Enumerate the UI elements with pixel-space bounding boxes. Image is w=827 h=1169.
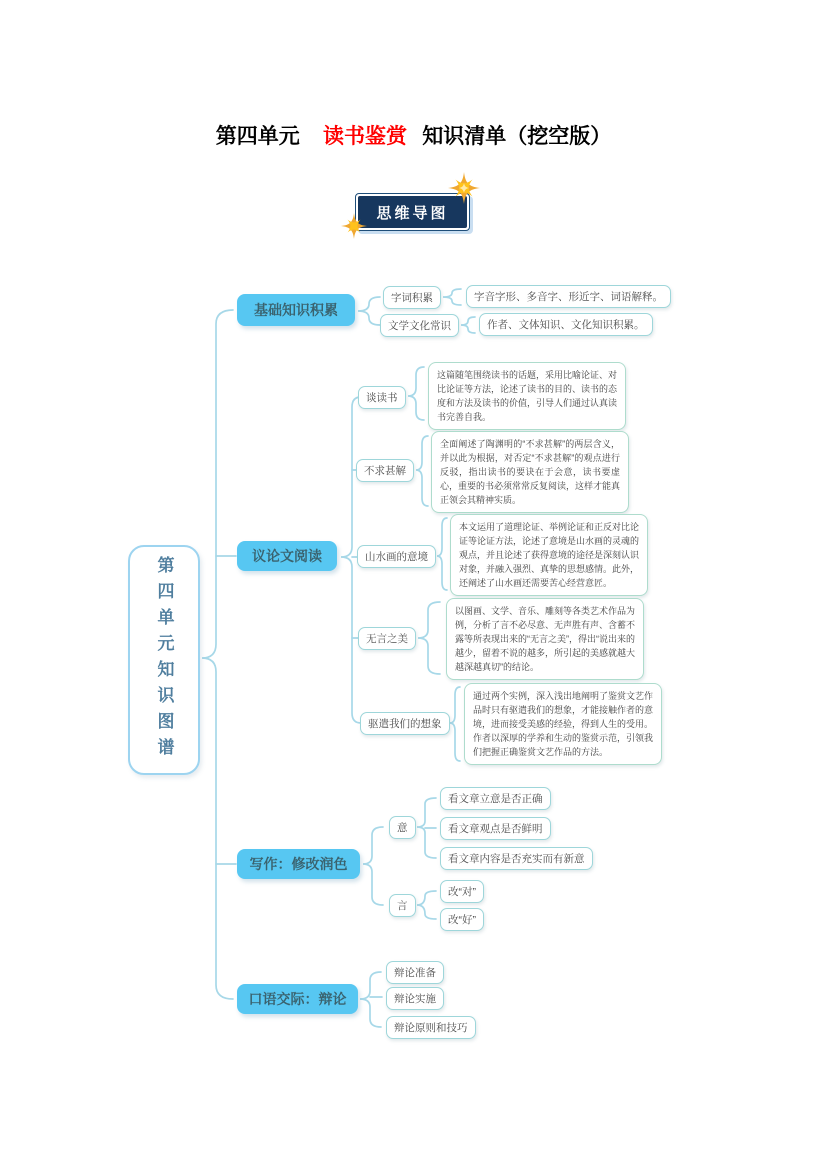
sparkle-star-icon xyxy=(340,212,368,240)
node-buqiushenjie: 不求甚解 xyxy=(356,459,414,482)
leaf-word-accumulation-detail: 字音字形、多音字、形近字、词语解释。 xyxy=(466,285,671,308)
page-title xyxy=(0,120,827,150)
branch-basic-knowledge: 基础知识积累 xyxy=(237,294,355,326)
node-tandushu: 谈读书 xyxy=(358,386,406,409)
brace-literature xyxy=(461,317,475,333)
node-shanshuihua: 山水画的意境 xyxy=(357,545,436,568)
title-unit: 第四单元 xyxy=(215,124,300,148)
branch-essay-reading: 议论文阅读 xyxy=(237,541,337,571)
branch-writing-revision: 写作：修改润色 xyxy=(237,849,360,879)
leaf-debate-implement: 辩论实施 xyxy=(386,987,444,1010)
brace-tandushu xyxy=(408,367,424,420)
leaf-literary-knowledge-detail: 作者、文体知识、文化知识积累。 xyxy=(479,313,653,336)
leaf-yan-point-1: 改“对” xyxy=(440,880,484,903)
brace-shanshuihua xyxy=(437,518,447,590)
title-highlight: 读书鉴赏 xyxy=(323,124,407,148)
node-literary-knowledge: 文学文化常识 xyxy=(380,314,459,337)
brace-debate xyxy=(360,972,381,1027)
brace-writing xyxy=(363,827,383,905)
brace-basic xyxy=(358,297,380,325)
node-yi: 意 xyxy=(389,816,416,839)
leaf-yi-point-2: 看文章观点是否鲜明 xyxy=(440,817,551,840)
title-suffix: 知识清单（挖空版） xyxy=(422,124,612,148)
branch-oral-debate: 口语交际：辩论 xyxy=(237,984,358,1014)
brace-wuyanzhimei xyxy=(418,602,440,674)
para-buqiushenjie: 全面阐述了陶渊明的“不求甚解”的两层含义，并以此为根据，对否定“不求甚解”的观点进行反驳，指出读书的要诀在于会意，读书要虚心，重要的书必须常常反复阅读，这样才能真正领会其精神实质。 xyxy=(431,431,629,513)
para-quqian-xiangxiang: 通过两个实例，深入浅出地阐明了鉴赏文艺作品时只有驱遣我们的想象，才能接触作者的意境，进而接受美感的经验，得到人生的受用。作者以深厚的学养和生动的鉴赏示范，引领我们把握正确鉴赏文艺作品的方法。 xyxy=(464,683,662,765)
brace-root xyxy=(202,310,233,999)
brace-quqian xyxy=(450,687,460,761)
leaf-yan-point-2: 改“好” xyxy=(440,908,484,931)
node-yan: 言 xyxy=(389,894,416,917)
mindmap-badge-label: 思维导图 xyxy=(358,196,467,228)
node-wuyanzhimei: 无言之美 xyxy=(358,627,416,650)
node-quqian-xiangxiang: 驱遣我们的想象 xyxy=(360,712,450,735)
leaf-yi-point-1: 看文章立意是否正确 xyxy=(440,787,551,810)
brace-words xyxy=(443,289,461,305)
node-word-accumulation: 字词积累 xyxy=(383,286,441,309)
leaf-yi-point-3: 看文章内容是否充实而有新意 xyxy=(440,847,593,870)
leaf-debate-rules: 辩论原则和技巧 xyxy=(386,1016,476,1039)
brace-buqiushenjie xyxy=(416,436,428,506)
para-wuyanzhimei: 以图画、文学、音乐、雕刻等各类艺术作品为例，分析了言不必尽意、无声胜有声、含蓄不露等所表现出来的“无言之美”，得出“说出来的越少，留着不说的越多，所引起的美感就越大越深越真切”的结论。 xyxy=(446,598,644,680)
leaf-debate-prepare: 辩论准备 xyxy=(386,961,444,984)
brace-yi xyxy=(417,798,436,858)
brace-yan xyxy=(417,891,436,919)
root-node: 第四单元知识图谱 xyxy=(128,545,200,775)
sparkle-star-icon xyxy=(446,170,482,206)
para-shanshuihua: 本文运用了道理论证、举例论证和正反对比论证等论证方法，论述了意境是山水画的灵魂的观点，并且论述了获得意境的途径是深刻认识对象，并融入强烈、真挚的思想感情。此外，还阐述了山水画还需要苦心经营意匠。 xyxy=(450,514,648,596)
para-tandushu: 这篇随笔围绕读书的话题，采用比喻论证、对比论证等方法，论述了读书的目的、读书的态度和方法及读书的价值，引导人们通过认真读书完善自我。 xyxy=(428,362,626,430)
